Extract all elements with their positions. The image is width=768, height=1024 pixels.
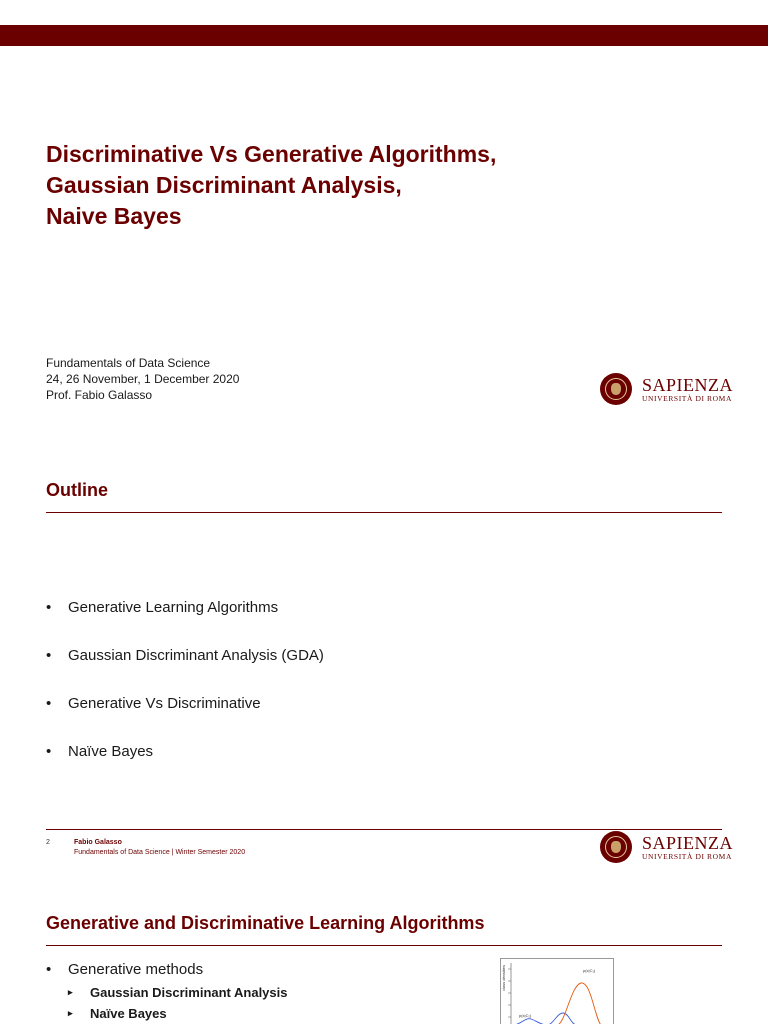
footer-course: Fundamentals of Data Science	[74, 849, 170, 856]
sub-item: ▸ Naïve Bayes	[46, 1003, 287, 1024]
footer-semester: | Winter Semester 2020	[171, 849, 246, 856]
page-number: 2	[46, 839, 50, 846]
footer-rule	[46, 829, 722, 830]
logo-name: SAPIENZA	[642, 374, 734, 395]
sub-item: ▸ Gaussian Discriminant Analysis	[46, 982, 287, 1003]
outline-item: • Generative Vs Discriminative	[46, 694, 324, 742]
outline-title: Outline	[46, 480, 108, 500]
slide3-title: Generative and Discriminative Learning Algorithms	[46, 913, 485, 933]
figure-label-class1: p(x|C₁)	[583, 968, 596, 973]
slide-meta	[46, 355, 239, 403]
logo-subtitle: UNIVERSITÀ DI ROMA	[642, 393, 732, 403]
slide3-list	[46, 960, 287, 1024]
university-seal-icon	[600, 373, 632, 405]
density-curve-class1	[557, 983, 601, 1024]
course-name: Fundamentals of Data Science	[46, 356, 211, 370]
title-line-2: Gaussian Discriminant Analysis,	[46, 172, 402, 198]
sapienza-logo	[600, 373, 733, 405]
logo-subtitle: UNIVERSITÀ DI ROMA	[642, 851, 732, 861]
density-curves	[501, 959, 614, 1024]
outline-list	[46, 598, 324, 790]
lecture-dates: 24, 26 November, 1 December 2020	[46, 372, 240, 386]
outline-item: • Gaussian Discriminant Analysis (GDA)	[46, 646, 324, 694]
outline-rule	[46, 512, 722, 513]
figure-ylabel: class densities	[501, 964, 506, 991]
bullet-text: Generative methods	[68, 961, 204, 978]
professor-name: Prof. Fabio Galasso	[46, 388, 153, 402]
footer-author: Fabio Galasso	[74, 839, 122, 846]
bullet-generative-methods	[46, 960, 287, 1024]
logo-name: SAPIENZA	[642, 832, 734, 853]
outline-item: • Naïve Bayes	[46, 742, 324, 790]
figure-label-class2: p(x|C₂)	[519, 1013, 532, 1018]
university-seal-icon	[600, 831, 632, 863]
top-brand-bar	[0, 25, 768, 46]
sub-list	[46, 982, 287, 1024]
slide-title	[46, 139, 726, 232]
slide3-rule	[46, 945, 722, 946]
title-line-1: Discriminative Vs Generative Algorithms,	[46, 141, 497, 167]
title-line-3: Naive Bayes	[46, 203, 182, 229]
class-density-figure	[500, 958, 614, 1024]
sapienza-logo-footer	[600, 831, 733, 863]
outline-item: • Generative Learning Algorithms	[46, 598, 324, 646]
